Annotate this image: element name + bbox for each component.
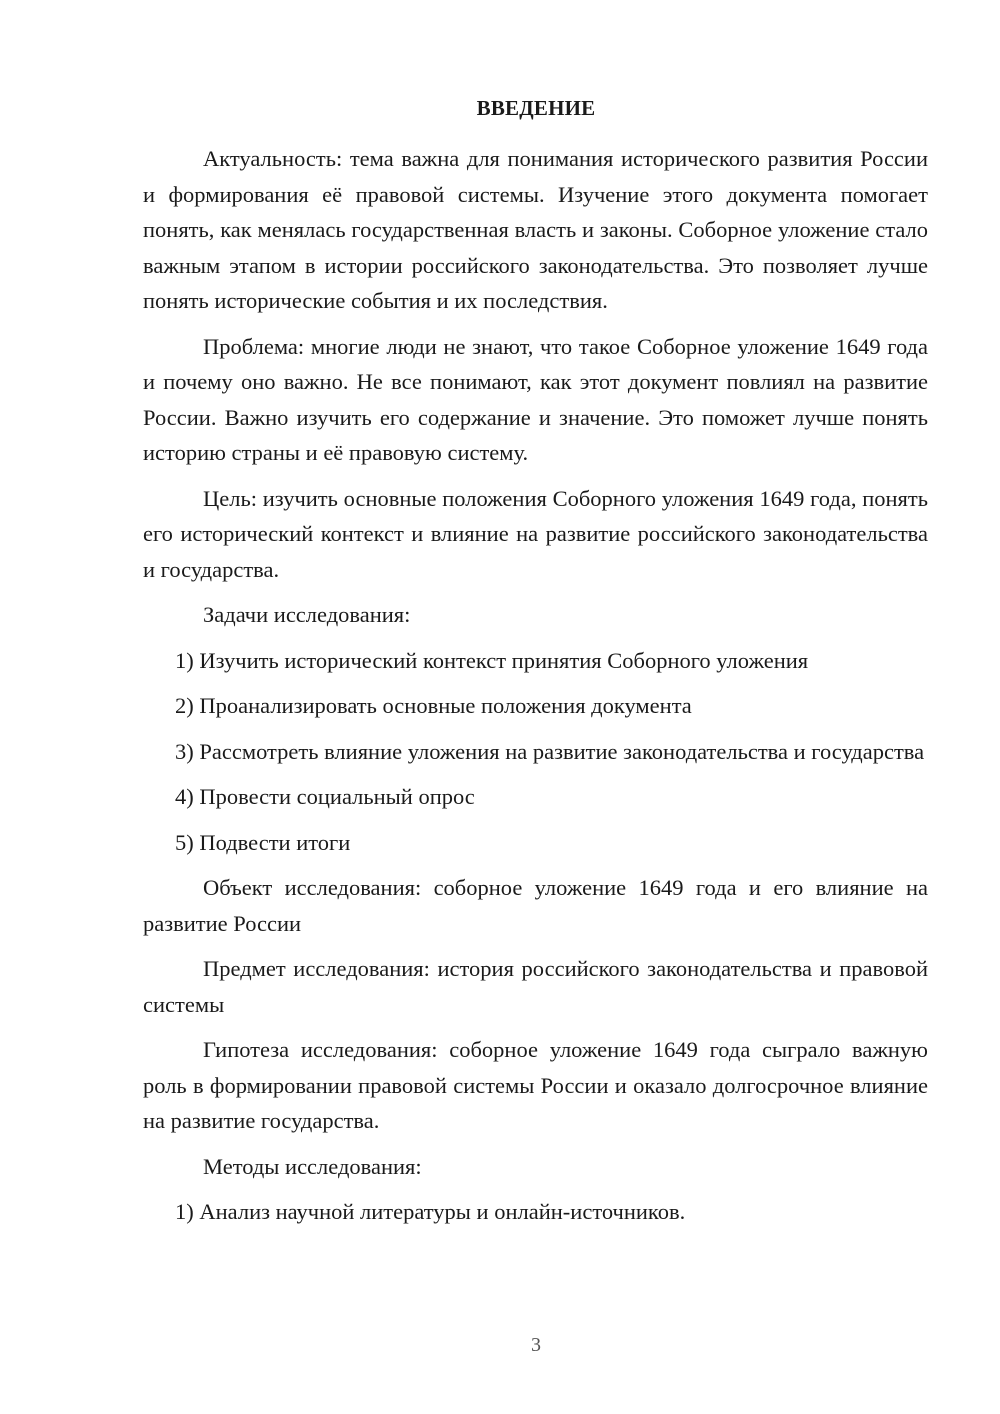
- section-heading: ВВЕДЕНИЕ: [476, 96, 596, 120]
- paragraph-problem: Проблема: многие люди не знают, что такое Соборное уложение 1649 года и почему оно важно. Не все понимают, как этот документ повлиял на развитие России. Важно изучить его содержание и значение. Это поможет лучше понять историю страны и её правовую систему.: [143, 333, 928, 465]
- task-item: 1) Изучить исторический контекст принятия Соборного уложения: [175, 647, 809, 673]
- document-body: [143, 141, 928, 1230]
- paragraph-goal: Цель: изучить основные положения Соборного уложения 1649 года, понять его исторический контекст и влияние на развитие российского законодательства и государства.: [143, 485, 928, 582]
- tasks-heading: Задачи исследования:: [203, 602, 411, 627]
- task-item: 4) Провести социальный опрос: [175, 784, 475, 809]
- task-item: 5) Подвести итоги: [175, 829, 351, 855]
- task-item: 3) Рассмотреть влияние уложения на развитие законодательства и государства: [175, 738, 925, 764]
- methods-heading: Методы исследования:: [203, 1153, 422, 1179]
- paragraph-object: Объект исследования: соборное уложение 1649 года и его влияние на развитие России: [143, 875, 928, 936]
- paragraph-subject: Предмет исследования: история российского законодательства и правовой системы: [143, 956, 928, 1017]
- paragraph-hypothesis: Гипотеза исследования: соборное уложение 1649 года сыграло важную роль в формировании правовой системы России и оказало долгосрочное влияние на развитие государства.: [143, 1037, 928, 1133]
- page-number: 3: [531, 1334, 541, 1356]
- task-item: 2) Проанализировать основные положения документа: [175, 693, 692, 718]
- paragraph-relevance: Актуальность: тема важна для понимания исторического развития России и формирования её правовой системы. Изучение этого документа помогает понять, как менялась государственная власть и законы. Соборное уложение стало важным этапом в истории российского законодательства. Это позволяет лучше понять исторические события и их последствия.: [143, 146, 928, 313]
- method-item: 1) Анализ научной литературы и онлайн-источников.: [175, 1199, 686, 1224]
